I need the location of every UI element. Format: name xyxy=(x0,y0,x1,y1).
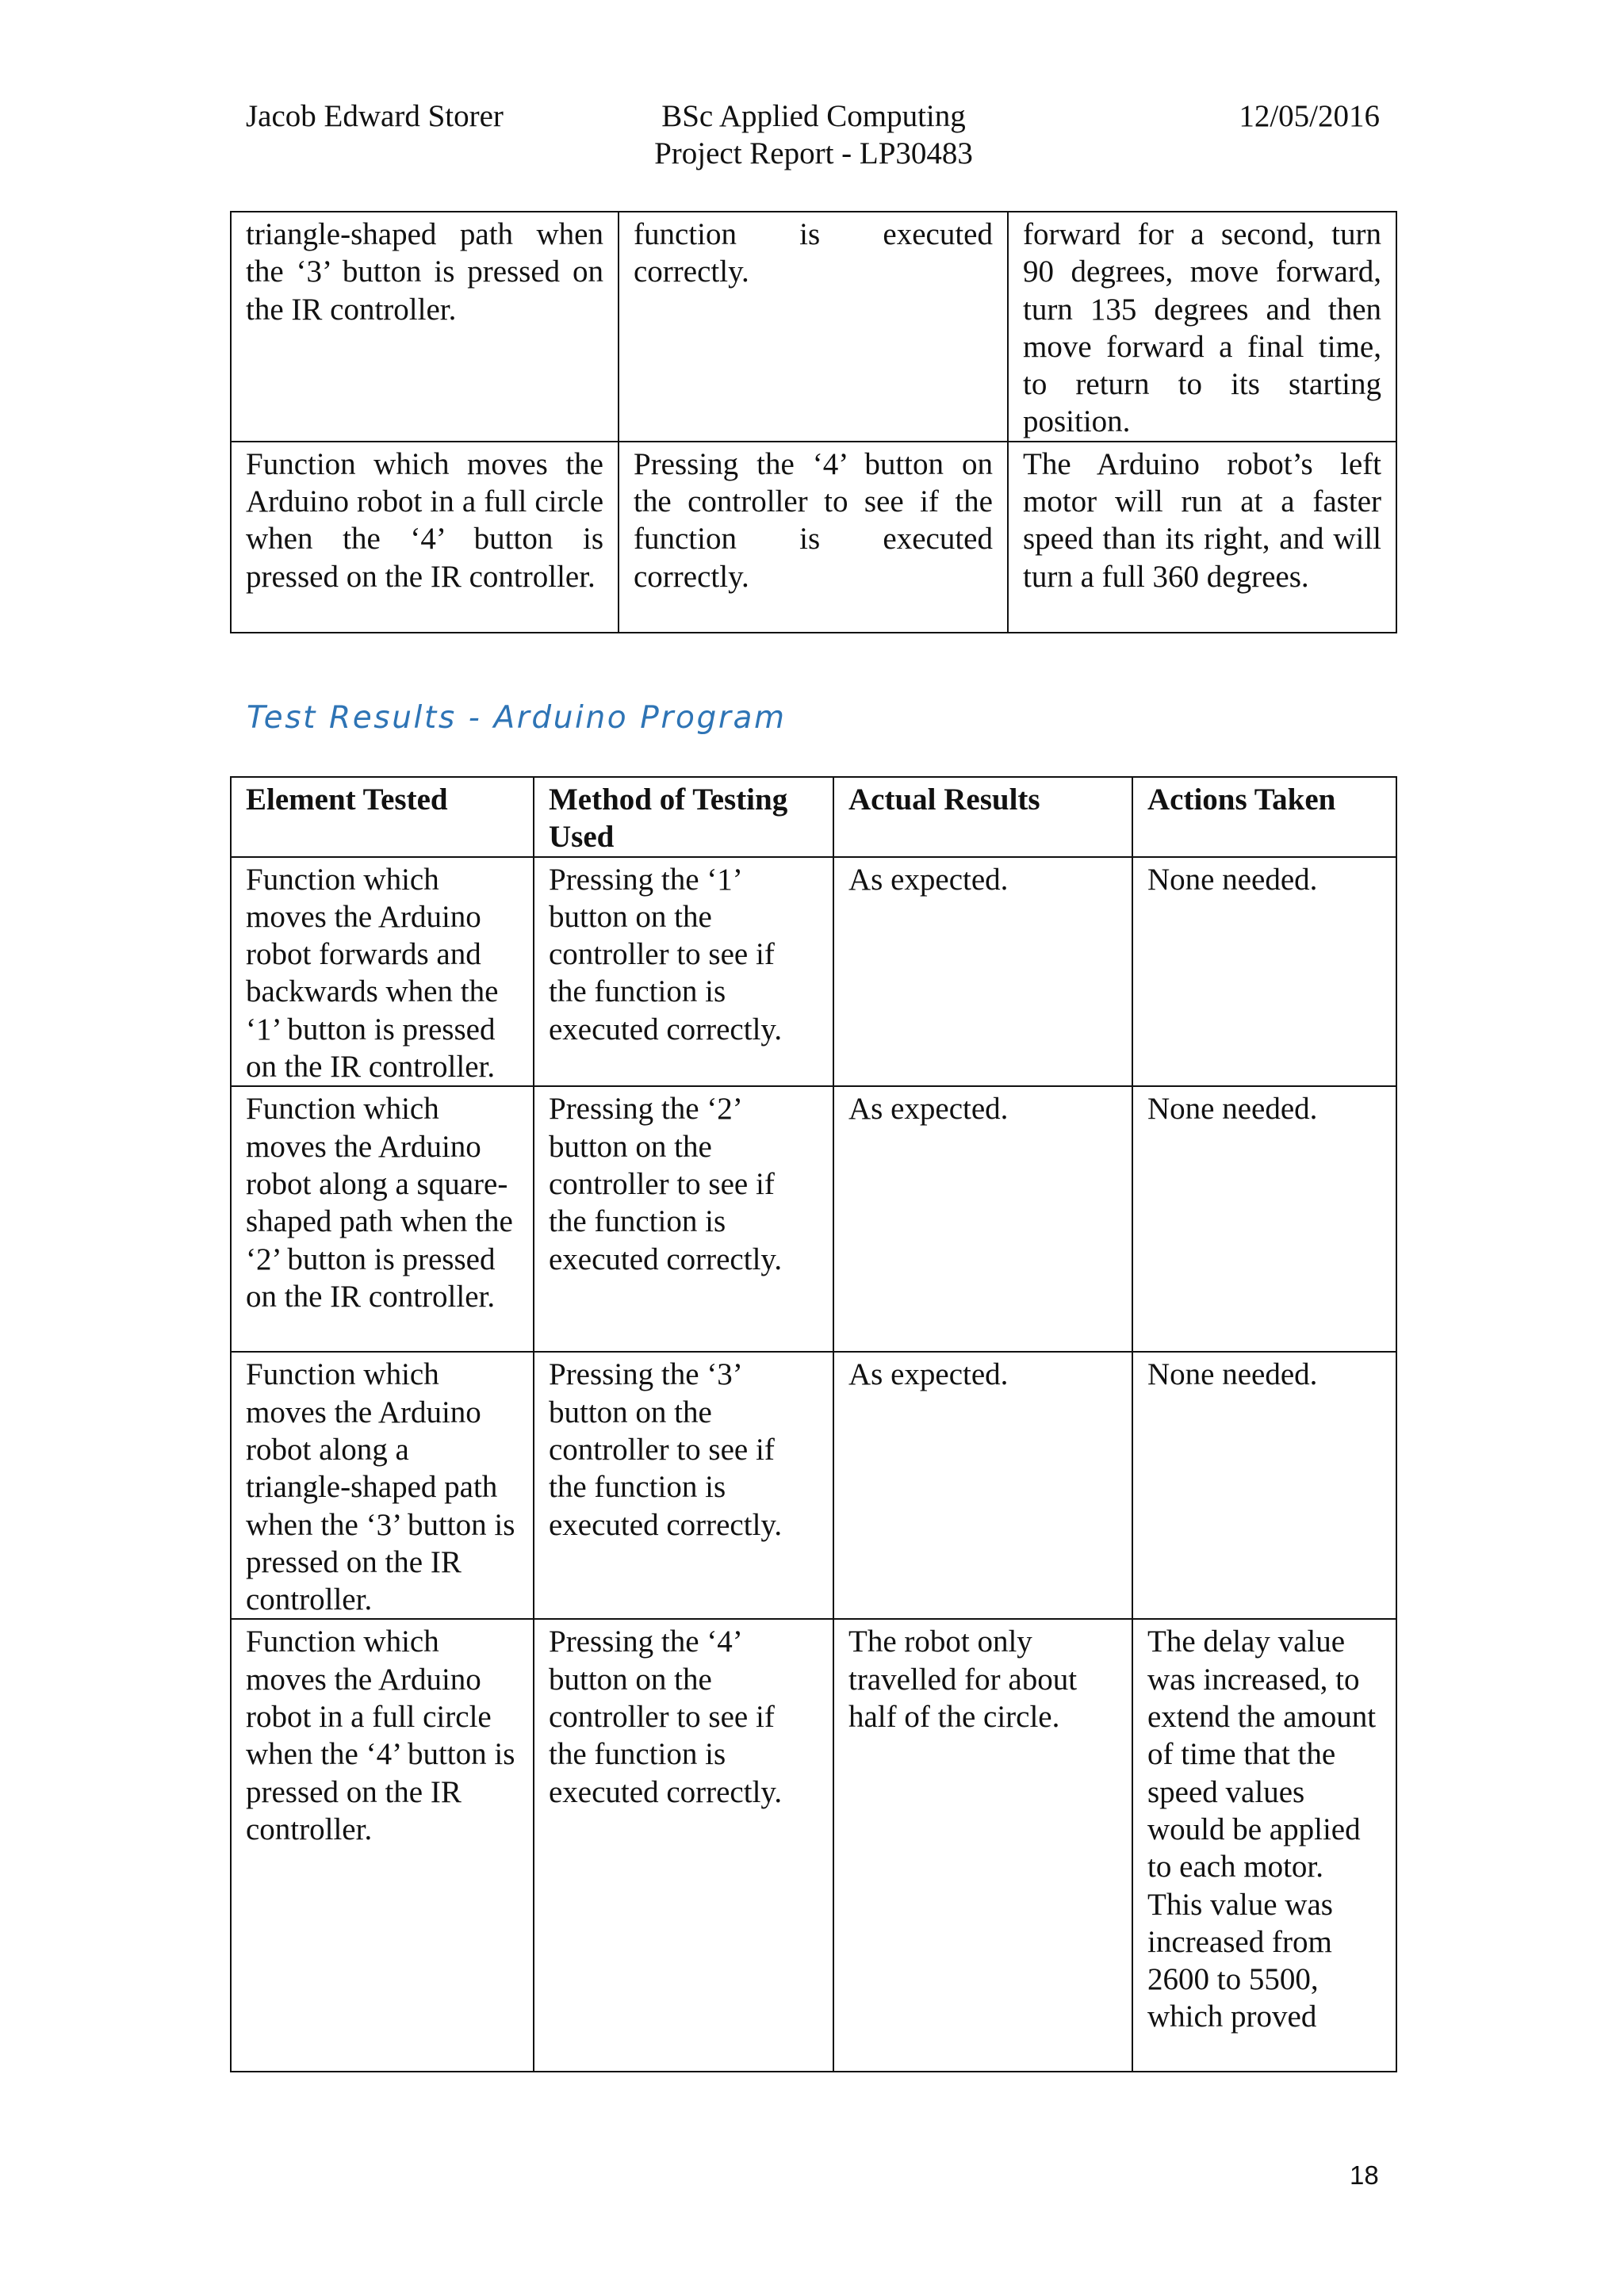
column-header-method: Method of Testing Used xyxy=(534,777,833,857)
section-heading: Test Results - Arduino Program xyxy=(247,700,787,736)
table-row xyxy=(231,212,1396,442)
actual-result-cell: The robot only travelled for about half of the circle. xyxy=(833,1619,1132,2072)
actions-cell: The delay value was increased, to extend the amount of time that the speed values would be applied to each motor. This value was increased from 2600 to 5500, which proved xyxy=(1132,1619,1396,2072)
header-author: Jacob Edward Storer xyxy=(246,99,504,133)
method-cell: function is executed correctly. xyxy=(619,212,1008,442)
actions-cell: None needed. xyxy=(1132,1086,1396,1352)
actual-result-cell: As expected. xyxy=(833,1086,1132,1352)
method-cell: Pressing the ‘1’ button on the controller to see if the function is executed correctly. xyxy=(534,857,833,1087)
actions-cell: None needed. xyxy=(1132,1352,1396,1619)
test-results-table xyxy=(230,776,1397,2072)
page-header xyxy=(246,94,1380,181)
element-cell: Function which moves the Arduino robot in a full circle when the ‘4’ button is pressed on the IR controller. xyxy=(231,442,619,633)
continued-test-plan-table xyxy=(230,211,1397,633)
expected-result-cell: The Arduino robot’s left motor will run at a faster speed than its right, and will turn a full 360 degrees. xyxy=(1008,442,1396,633)
method-cell: Pressing the ‘3’ button on the controller to see if the function is executed correctly. xyxy=(534,1352,833,1619)
element-cell: Function which moves the Arduino robot in a full circle when the ‘4’ button is pressed on the IR controller. xyxy=(231,1619,534,2072)
table-row xyxy=(231,857,1396,1087)
element-cell: Function which moves the Arduino robot along a triangle-shaped path when the ‘3’ button is pressed on the IR controller. xyxy=(231,1352,534,1619)
expected-result-cell: forward for a second, turn 90 degrees, move forward, turn 135 degrees and then move forward a final time, to return to its starting position. xyxy=(1008,212,1396,442)
table-row xyxy=(231,1352,1396,1619)
method-cell: Pressing the ‘2’ button on the controller to see if the function is executed correctly. xyxy=(534,1086,833,1352)
method-cell: Pressing the ‘4’ button on the controller to see if the function is executed correctly. xyxy=(534,1619,833,2072)
column-header-actions: Actions Taken xyxy=(1132,777,1396,857)
actual-result-cell: As expected. xyxy=(833,857,1132,1087)
header-course-title: BSc Applied Computing xyxy=(661,99,966,133)
table-row xyxy=(231,442,1396,633)
element-cell: Function which moves the Arduino robot forwards and backwards when the ‘1’ button is pressed on the IR controller. xyxy=(231,857,534,1087)
actual-result-cell: As expected. xyxy=(833,1352,1132,1619)
table-row xyxy=(231,1086,1396,1352)
table-row xyxy=(231,1619,1396,2072)
element-cell: triangle-shaped path when the ‘3’ button is pressed on the IR controller. xyxy=(231,212,619,442)
header-course-subtitle: Project Report - LP30483 xyxy=(654,136,973,170)
method-cell: Pressing the ‘4’ button on the controller to see if the function is executed correctly. xyxy=(619,442,1008,633)
column-header-element: Element Tested xyxy=(231,777,534,857)
column-header-actual: Actual Results xyxy=(833,777,1132,857)
header-date: 12/05/2016 xyxy=(1239,99,1380,133)
header-course xyxy=(647,98,980,172)
table-header-row xyxy=(231,777,1396,857)
element-cell: Function which moves the Arduino robot along a square-shaped path when the ‘2’ button is pressed on the IR controller. xyxy=(231,1086,534,1352)
page-number: 18 xyxy=(1350,2160,1379,2190)
actions-cell: None needed. xyxy=(1132,857,1396,1087)
